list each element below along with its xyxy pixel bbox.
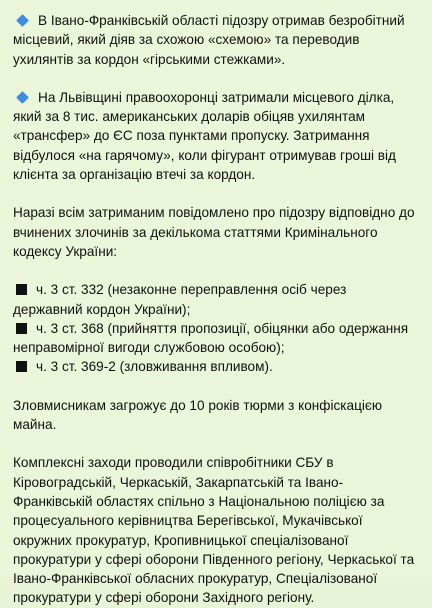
blue-diamond-icon xyxy=(17,15,28,26)
paragraph-ivano-frankivsk xyxy=(13,11,418,69)
list-item-text: ч. 3 ст. 332 (незаконне переправлення осіб через державний кордон України); xyxy=(13,282,347,317)
paragraph-text: Комплексні заходи проводили співробітники СБУ в Кіровоградській, Черкаській, Закарпатській та Івано-Франківській областях спільно з Національною поліцією за процесуального керівництва Берегівської, Мукачівської окружних прокуратур, Кропивницької спеціалізованої прокуратури у сфері оборони Південного регіону, Черкаської та Івано-Франківської обласних прокуратур, Спеціалізованої прокуратури у сфері оборони Західного регіону. xyxy=(13,455,415,606)
blue-diamond-icon xyxy=(17,92,28,103)
paragraph-operation xyxy=(13,453,418,607)
articles-list xyxy=(13,280,418,376)
black-square-icon xyxy=(16,323,27,334)
black-square-icon xyxy=(16,284,27,295)
paragraph-penalty xyxy=(13,396,418,435)
list-item xyxy=(13,280,418,319)
list-item-text: ч. 3 ст. 368 (прийняття пропозиції, обіцянки або одержання неправомірної вигоди службовою особою); xyxy=(13,320,409,356)
list-item xyxy=(13,319,418,358)
list-item-text: ч. 3 ст. 369-2 (зловживання впливом). xyxy=(36,359,273,375)
paragraph-text: В Івано-Франківській області підозру отримав безробітний місцевий, який діяв за схожою «схемою» та переводив ухилянтів за кордон «гірськими стежками». xyxy=(13,13,405,67)
black-square-icon xyxy=(16,361,27,372)
paragraph-text: На Львівщині правоохоронці затримали місцевого ділка, який за 8 тис. американських доларів обіцяв ухилянтам «трансфер» до ЄС поза пунктами пропуску. Затримання відбулося «на гарячому», коли фігурант отримував гроші від клієнта за організацію втечі за кордон. xyxy=(13,89,396,183)
paragraph-text: Зловмисникам загрожує до 10 років тюрми з конфіскацією майна. xyxy=(13,397,383,433)
paragraph-suspicion xyxy=(13,203,418,261)
list-item xyxy=(13,357,418,376)
paragraph-lviv xyxy=(13,88,418,184)
paragraph-text: Наразі всім затриманим повідомлено про підозру відповідно до вчинених злочинів за декількома статтями Кримінального кодексу України: xyxy=(13,205,415,259)
